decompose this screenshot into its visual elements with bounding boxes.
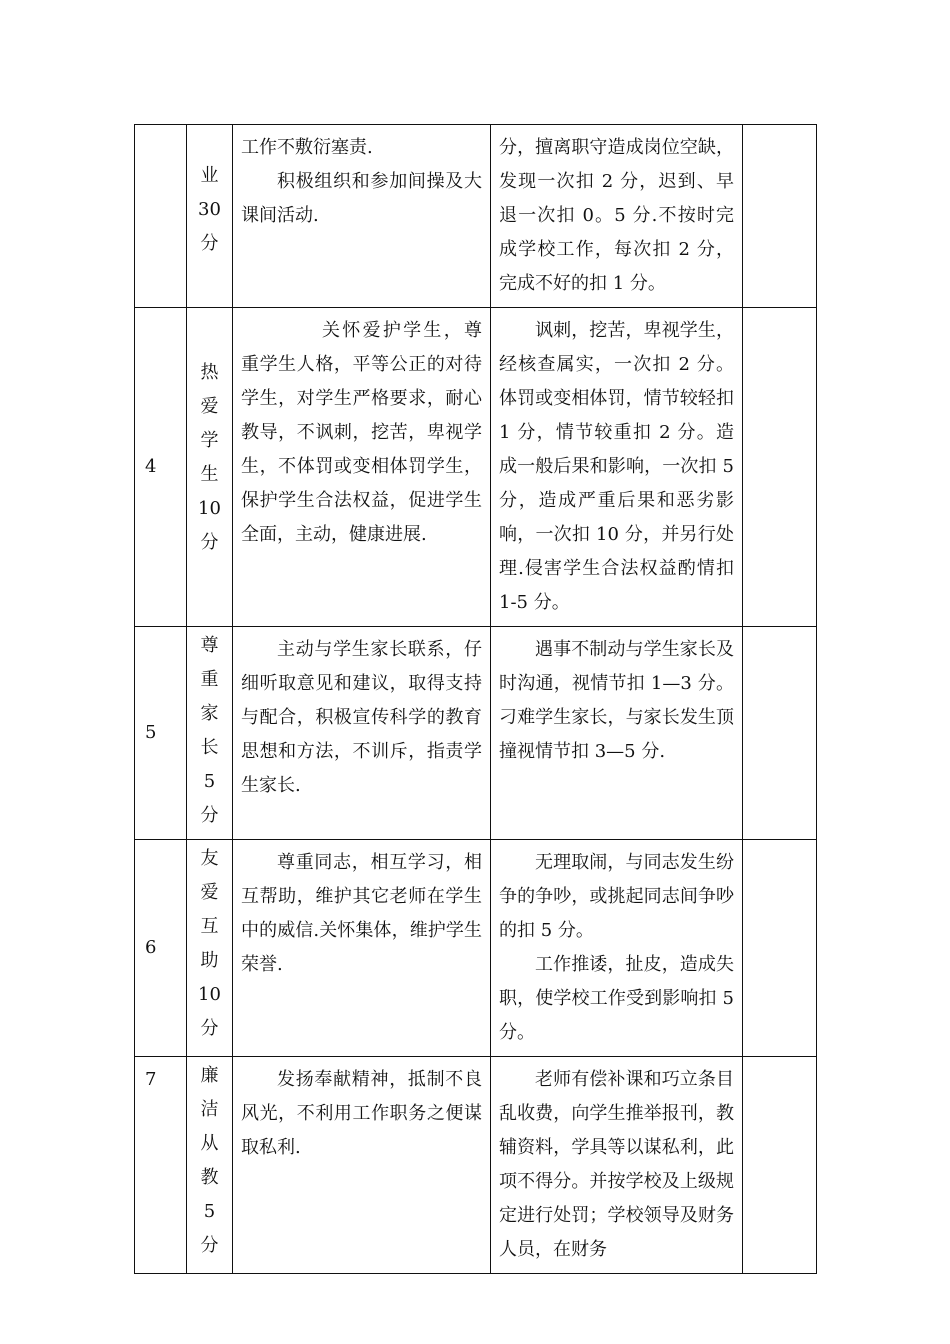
score-cell [743,840,817,1057]
standard-cell [233,125,491,308]
item-char: 10 [198,984,221,1005]
item-char: 友 [200,848,219,869]
standard-text: 关怀爱护学生，尊重学生人格，平等公正的对待学生，对学生严格要求，耐心教导，不讽刺，挖苦，卑视学生，不体罚或变相体罚学生，保护学生合法权益，促进学生全面，主动，健康进展. [241,320,482,545]
deduction-text: 讽刺，挖苦，卑视学生，经核查属实，一次扣 2 分。体罚或变相体罚，情节较轻扣 1 分，情节较重扣 2 分。造成一般后果和影响，一次扣 5 分，造成严重后果和恶劣影响，一次扣 10 分，并另行处理.侵害学生合法权益酌情扣 1-5 分。 [499,320,734,613]
standard-text: 主动与学生家长联系，仔细听取意见和建议，取得支持与配合，积极宣传科学的教育思想和方法，不训斥，指责学生家长. [241,639,482,796]
deduction-cell [491,125,743,308]
item-char: 爱 [200,882,219,903]
deduction-text: 遇事不制动与学生家长及时沟通，视情节扣 1—3 分。刁难学生家长，与家长发生顶撞视情节扣 3—5 分. [499,639,734,762]
item-char: 长 [200,737,219,758]
deduction-text: 老师有偿补课和巧立条目乱收费，向学生推举报刊，教辅资料，学具等以谋私利，此项不得分。并按学校及上级规定进行处罚；学校领导及财务人员，在财务 [499,1069,734,1260]
item-char: 5 [203,1201,216,1222]
item-char: 10 [198,498,221,519]
deduction-text: 分，擅离职守造成岗位空缺，发现一次扣 2 分，迟到、早退一次扣 0。5 分.不按时完成学校工作，每次扣 2 分，完成不好的扣 1 分。 [499,137,734,294]
item-char: 5 [203,771,216,792]
row-number: 7 [135,1057,187,1274]
item-title [187,627,233,840]
item-char: 重 [200,669,219,690]
deduction-cell [491,840,743,1057]
standard-cell [233,308,491,627]
standard-text: 尊重同志，相互学习，相互帮助，维护其它老师在学生中的威信.关怀集体，维护学生荣誉. [241,852,482,975]
standard-cell [233,627,491,840]
item-char: 业 [200,165,219,186]
item-char: 热 [200,362,219,383]
deduction-text: 工作推诿，扯皮，造成失职，使学校工作受到影响扣 5 分。 [499,954,734,1043]
item-title [187,840,233,1057]
item-char: 分 [200,532,219,553]
deduction-cell [491,627,743,840]
table-row [135,840,817,1057]
deduction-cell [491,1057,743,1274]
table-row [135,627,817,840]
table-row [135,308,817,627]
score-cell [743,125,817,308]
item-title [187,1057,233,1274]
item-char: 学 [200,430,219,451]
row-number: 6 [135,840,187,1057]
item-char: 从 [200,1133,219,1154]
item-char: 尊 [200,635,219,656]
table-row [135,125,817,308]
row-number: 5 [135,627,187,840]
standard-cell [233,840,491,1057]
item-char: 教 [200,1167,219,1188]
score-cell [743,627,817,840]
item-title [187,125,233,308]
item-title [187,308,233,627]
item-char: 分 [200,1235,219,1256]
score-cell [743,1057,817,1274]
item-char: 爱 [200,396,219,417]
row-number: 4 [135,308,187,627]
table-row [135,1057,817,1274]
item-char: 廉 [200,1065,219,1086]
deduction-text: 无理取闹，与同志发生纷争的争吵，或挑起同志间争吵的扣 5 分。 [499,852,734,941]
item-char: 家 [200,703,219,724]
item-char: 30 [198,199,221,220]
item-char: 分 [200,1018,219,1039]
score-cell [743,308,817,627]
standard-text: 积极组织和参加间操及大课间活动. [241,171,482,226]
item-char: 分 [200,233,219,254]
item-char: 互 [200,916,219,937]
item-char: 助 [200,950,219,971]
item-char: 洁 [200,1099,219,1120]
evaluation-table [134,124,817,1274]
standard-text: 发扬奉献精神，抵制不良风光，不利用工作职务之便谋取私利. [241,1069,482,1158]
item-char: 分 [200,805,219,826]
item-char: 生 [200,464,219,485]
row-number [135,125,187,308]
deduction-cell [491,308,743,627]
standard-text: 工作不敷衍塞责. [241,137,373,158]
standard-cell [233,1057,491,1274]
